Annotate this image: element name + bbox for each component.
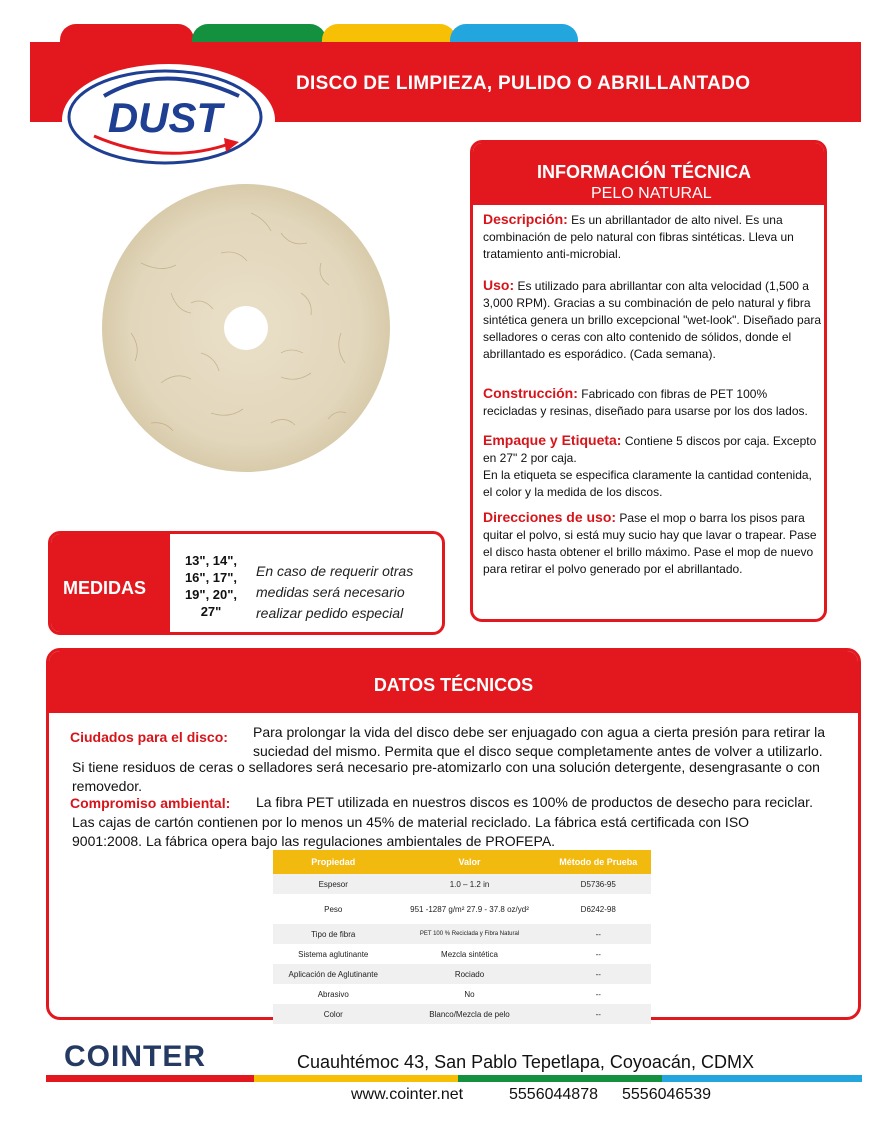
table-row	[273, 894, 651, 924]
compromiso-line-2: Las cajas de cartón contienen por lo menos un 45% de material reciclado. La fábrica está certificada con ISO	[72, 814, 750, 830]
table-cell: Rociado	[394, 964, 546, 984]
empaque-label: Empaque y Etiqueta:	[483, 432, 622, 448]
empaque-text-2: En la etiqueta se especifica claramente la cantidad contenida, el color y la medida de los discos.	[483, 468, 812, 499]
table-cell: --	[546, 944, 652, 964]
table-cell: Mezcla sintética	[394, 944, 546, 964]
table-cell: --	[546, 964, 652, 984]
size-line: 27"	[200, 604, 222, 619]
table-row	[273, 984, 651, 1004]
size-line: 19", 20",	[184, 587, 238, 602]
table-cell: Blanco/Mezcla de pelo	[394, 1004, 546, 1024]
table-cell: 1.0 – 1.2 in	[394, 874, 546, 894]
compromiso-line-3: 9001:2008. La fábrica opera bajo las regulaciones ambientales de PROFEPA.	[72, 833, 556, 849]
size-line: 13", 14",	[184, 553, 238, 568]
direcciones-text: Pase el mop o barra los pisos para quitar el polvo, si está muy sucio hay que lavar o trapear. Pase el disco hasta obtener el brillo máximo. Pase el mop de nuevo para retirar el polvo generado por el abrillantado.	[483, 511, 817, 576]
construccion-text: Fabricado con fibras de PET 100% recicladas y resinas, diseñado para usarse por los dos lados.	[483, 387, 808, 418]
footer-phone-2: 5556046539	[622, 1086, 711, 1103]
info-panel	[470, 140, 827, 622]
table-cell: --	[546, 1004, 652, 1024]
medidas-box	[48, 531, 445, 635]
construccion-label: Construcción:	[483, 385, 578, 401]
footer-stripe-red	[46, 1075, 254, 1082]
table-cell: Aplicación de Aglutinante	[273, 964, 394, 984]
direcciones-label: Direcciones de uso:	[483, 509, 617, 525]
table-cell: --	[546, 924, 652, 944]
compromiso-label: Compromiso ambiental:	[70, 795, 231, 811]
footer-phone-1: 5556044878	[509, 1086, 598, 1103]
footer-stripe-green	[458, 1075, 662, 1082]
datos-title: DATOS TÉCNICOS	[373, 675, 534, 695]
cuidados-line-1: Para prolongar la vida del disco debe ser enjuagado con agua a cierta presión para retirar la	[253, 724, 826, 740]
cuidados-line-4: removedor.	[72, 778, 143, 794]
compromiso-line-1: La fibra PET utilizada en nuestros discos es 100% de productos de desecho para reciclar.	[256, 794, 813, 810]
table-cell: Espesor	[273, 874, 394, 894]
table-row	[273, 944, 651, 964]
footer-website[interactable]: www.cointer.net	[351, 1086, 464, 1103]
medidas-note: En caso de requerir otras medidas será necesario realizar pedido especial	[256, 563, 414, 621]
cointer-logo: COINTER	[64, 1040, 206, 1073]
uso-text: Es utilizado para abrillantar con alta velocidad (1,500 a 3,000 RPM). Gracias a su combinación de pelo natural y fibra sintética genera un brillo excepcional "wet-look". Diseñado para selladores o ceras con alto contenido de sólidos, donde el abrillantado es esporádico. (Cada semana).	[483, 279, 822, 361]
table-cell: Peso	[273, 894, 394, 924]
table-cell: 951 -1287 g/m² 27.9 - 37.8 oz/yd²	[394, 894, 546, 924]
table-cell: --	[546, 984, 652, 1004]
page-title: DISCO DE LIMPIEZA, PULIDO O ABRILLANTADO	[296, 73, 751, 94]
table-row	[273, 874, 651, 894]
table-cell: Abrasivo	[273, 984, 394, 1004]
uso-label: Uso:	[483, 277, 515, 293]
table-cell: Color	[273, 1004, 394, 1024]
empaque-text: Contiene 5 discos por caja. Excepto en 27" 2 por caja.	[483, 434, 817, 465]
cleaning-pad-image	[101, 183, 391, 473]
medidas-sizes	[175, 552, 247, 620]
descripcion-label: Descripción:	[483, 211, 568, 227]
medidas-label: MEDIDAS	[63, 578, 147, 598]
properties-table	[273, 850, 651, 1024]
info-subtitle: PELO NATURAL	[591, 185, 712, 202]
table-cell: Tipo de fibra	[273, 924, 394, 944]
cuidados-line-3: Si tiene residuos de ceras o selladores será necesario pre-atomizarlo con una solución detergente, desengrasante o con	[72, 759, 820, 775]
table-row	[273, 1004, 651, 1024]
dust-logo	[64, 66, 267, 168]
cuidados-label: Ciudados para el disco:	[70, 729, 228, 745]
table-row	[273, 924, 651, 944]
table-cell: D6242-98	[546, 894, 652, 924]
info-body	[483, 211, 823, 578]
table-cell: PET 100 % Reciclada y Fibra Natural	[394, 924, 546, 944]
info-title: INFORMACIÓN TÉCNICA	[537, 162, 751, 182]
table-header: Propiedad	[273, 850, 394, 874]
table-header: Método de Prueba	[546, 850, 652, 874]
size-line: 16", 17",	[184, 570, 238, 585]
table-row	[273, 964, 651, 984]
logo-text: DUST	[107, 94, 223, 141]
table-cell: Sistema aglutinante	[273, 944, 394, 964]
table-header-row	[273, 850, 651, 874]
table-cell: No	[394, 984, 546, 1004]
descripcion-text: Es un abrillantador de alto nivel. Es una combinación de pelo natural con fibras sintéticas. Lleva un tratamiento anti-microbial.	[483, 213, 794, 261]
footer-address: Cuauhtémoc 43, San Pablo Tepetlapa, Coyoacán, CDMX	[297, 1052, 754, 1072]
footer-stripe-blue	[662, 1075, 862, 1082]
footer-stripe-yellow	[254, 1075, 458, 1082]
table-header: Valor	[394, 850, 546, 874]
cuidados-line-2: suciedad del mismo. Permita que el disco seque completamente antes de volver a utilizarlo.	[253, 743, 823, 759]
table-cell: D5736-95	[546, 874, 652, 894]
